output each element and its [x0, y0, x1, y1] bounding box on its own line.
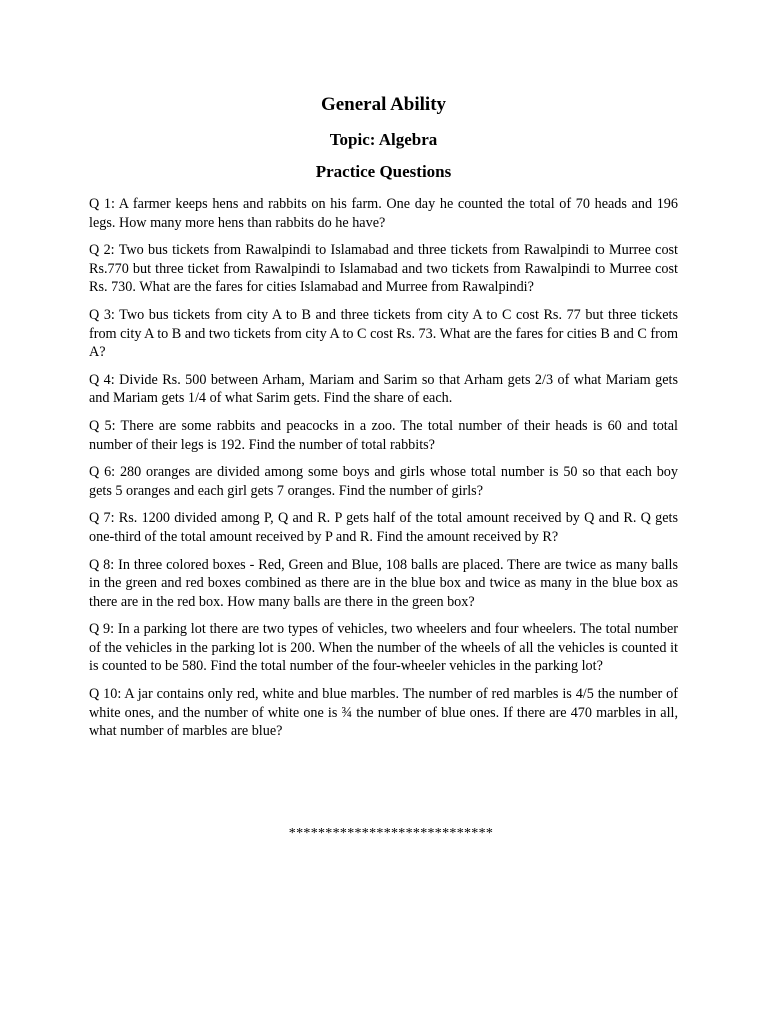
question-2: Q 2: Two bus tickets from Rawalpindi to Islamabad and three tickets from Rawalpindi to Murree cost Rs.770 but three ticket from Rawalpindi to Islamabad and two tickets from Rawalpindi to Murree cost Rs. 730. What are the fares for cities Islamabad and Murree from Rawalpindi? [89, 242, 678, 296]
question-6: Q 6: 280 oranges are divided among some boys and girls whose total number is 50 so that each boy gets 5 oranges and each girl gets 7 oranges. Find the number of girls? [89, 464, 678, 499]
topic-heading: Topic: Algebra [329, 130, 438, 149]
question-10: Q 10: A jar contains only red, white and blue marbles. The number of red marbles is 4/5 the number of white ones, and the number of white one is ¾ the number of blue ones. If there are 470 marbles in all, what number of marbles are blue? [89, 686, 678, 740]
question-7: Q 7: Rs. 1200 divided among P, Q and R. P gets half of the total amount received by Q and R. Q gets one-third of the total amount received by P and R. Find the amount received by R? [89, 510, 678, 545]
question-9: Q 9: In a parking lot there are two types of vehicles, two wheelers and four wheelers. The total number of the vehicles in the parking lot is 200. When the number of the wheels of all the vehicles is counted it is counted to be 580. Find the total number of the four-wheeler vehicles in the parking lot? [89, 621, 678, 675]
question-4: Q 4: Divide Rs. 500 between Arham, Mariam and Sarim so that Arham gets 2/3 of what Mariam gets and Mariam gets 1/4 of what Sarim gets. Find the share of each. [89, 371, 678, 407]
section-heading: Practice Questions [315, 162, 452, 181]
question-8: Q 8: In three colored boxes - Red, Green and Blue, 108 balls are placed. There are twice as many balls in the green and red boxes combined as there are in the blue box and twice as many in the blue box as there are in the red box. How many balls are there in the green box? [89, 556, 678, 610]
question-5: Q 5: There are some rabbits and peacocks in a zoo. The total number of their heads is 60 and total number of their legs is 192. Find the number of total rabbits? [89, 417, 678, 453]
question-list [89, 195, 678, 750]
end-divider: **************************** [288, 826, 494, 841]
document-title: General Ability [320, 94, 447, 115]
question-3: Q 3: Two bus tickets from city A to B and three tickets from city A to C cost Rs. 77 but three tickets from city A to B and two tickets from city A to C cost Rs. 73. What are the fares for cities B and C from A? [89, 306, 678, 361]
question-1: Q 1: A farmer keeps hens and rabbits on his farm. One day he counted the total of 70 heads and 196 legs. How many more hens than rabbits do he have? [89, 196, 678, 231]
